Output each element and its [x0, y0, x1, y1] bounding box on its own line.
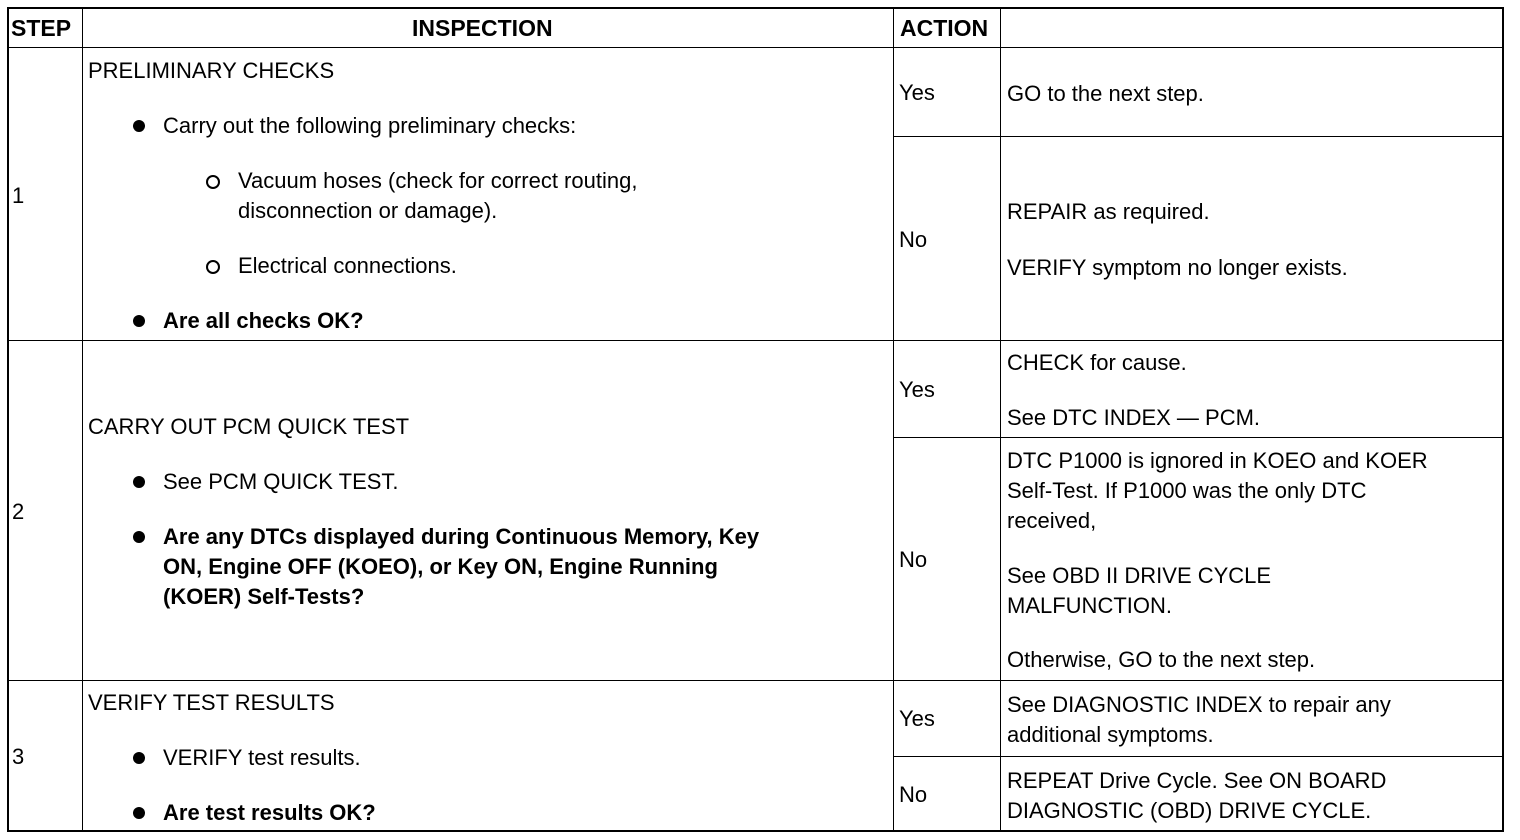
action-no-result: DTC P1000 is ignored in KOEO and KOER: [1007, 448, 1428, 473]
inspection-sub-bullet: disconnection or damage).: [238, 198, 498, 223]
action-no-label: No: [899, 547, 928, 572]
inspection-question: Are any DTCs displayed during Continuous Memory, Key: [163, 524, 760, 549]
grid-line-inspection-action: [893, 7, 894, 832]
inspection-title: PRELIMINARY CHECKS: [88, 58, 335, 83]
inspection-sub-bullet: Vacuum hoses (check for correct routing,: [238, 168, 638, 193]
grid-line-header-bottom: [7, 47, 1504, 48]
inspection-question: (KOER) Self-Tests?: [163, 584, 365, 609]
bullet-icon: [133, 476, 145, 488]
bullet-icon: [133, 752, 145, 764]
grid-line-row2-yes-no: [893, 437, 1504, 438]
sub-bullet-icon: [206, 175, 220, 189]
action-no-result: Otherwise, GO to the next step.: [1007, 647, 1316, 672]
action-yes-result: GO to the next step.: [1007, 81, 1204, 106]
action-no-result: REPAIR as required.: [1007, 199, 1210, 224]
action-yes-result: CHECK for cause.: [1007, 350, 1187, 375]
inspection-bullet: VERIFY test results.: [163, 745, 361, 770]
header-action: ACTION: [900, 15, 989, 41]
grid-line-action-result: [1000, 7, 1001, 832]
grid-line-row1-bottom: [7, 340, 1504, 341]
inspection-question: Are all checks OK?: [163, 308, 364, 333]
inspection-sub-bullet: Electrical connections.: [238, 253, 457, 278]
inspection-title: CARRY OUT PCM QUICK TEST: [88, 414, 410, 439]
action-no-result: VERIFY symptom no longer exists.: [1007, 255, 1348, 280]
action-yes-label: Yes: [899, 377, 935, 402]
grid-line-row3-yes-no: [893, 756, 1504, 757]
action-no-label: No: [899, 782, 928, 807]
action-no-label: No: [899, 227, 928, 252]
action-yes-label: Yes: [899, 80, 935, 105]
action-yes-result: additional symptoms.: [1007, 722, 1214, 747]
sub-bullet-icon: [206, 260, 220, 274]
step-number: 2: [12, 499, 25, 524]
action-no-result: See OBD II DRIVE CYCLE: [1007, 563, 1272, 588]
bullet-icon: [133, 120, 145, 132]
action-no-result: DIAGNOSTIC (OBD) DRIVE CYCLE.: [1007, 798, 1372, 823]
inspection-bullet: See PCM QUICK TEST.: [163, 469, 399, 494]
inspection-question: Are test results OK?: [163, 800, 376, 825]
grid-line-step-inspection: [82, 7, 83, 832]
action-no-result: MALFUNCTION.: [1007, 593, 1172, 618]
action-yes-label: Yes: [899, 706, 935, 731]
action-no-result: Self-Test. If P1000 was the only DTC: [1007, 478, 1367, 503]
action-yes-result: See DTC INDEX — PCM.: [1007, 405, 1261, 430]
action-yes-result: See DIAGNOSTIC INDEX to repair any: [1007, 692, 1391, 717]
inspection-question: ON, Engine OFF (KOEO), or Key ON, Engine Running: [163, 554, 718, 579]
header-step: STEP: [11, 15, 72, 41]
grid-line-row2-bottom: [7, 680, 1504, 681]
inspection-bullet: Carry out the following preliminary checks:: [163, 113, 577, 138]
step-number: 3: [12, 744, 25, 769]
header-inspection: INSPECTION: [412, 15, 553, 41]
grid-line-row1-yes-no: [893, 136, 1504, 137]
action-no-result: REPEAT Drive Cycle. See ON BOARD: [1007, 768, 1387, 793]
inspection-title: VERIFY TEST RESULTS: [88, 690, 335, 715]
bullet-icon: [133, 531, 145, 543]
bullet-icon: [133, 807, 145, 819]
step-number: 1: [12, 183, 25, 208]
action-no-result: received,: [1007, 508, 1097, 533]
bullet-icon: [133, 315, 145, 327]
